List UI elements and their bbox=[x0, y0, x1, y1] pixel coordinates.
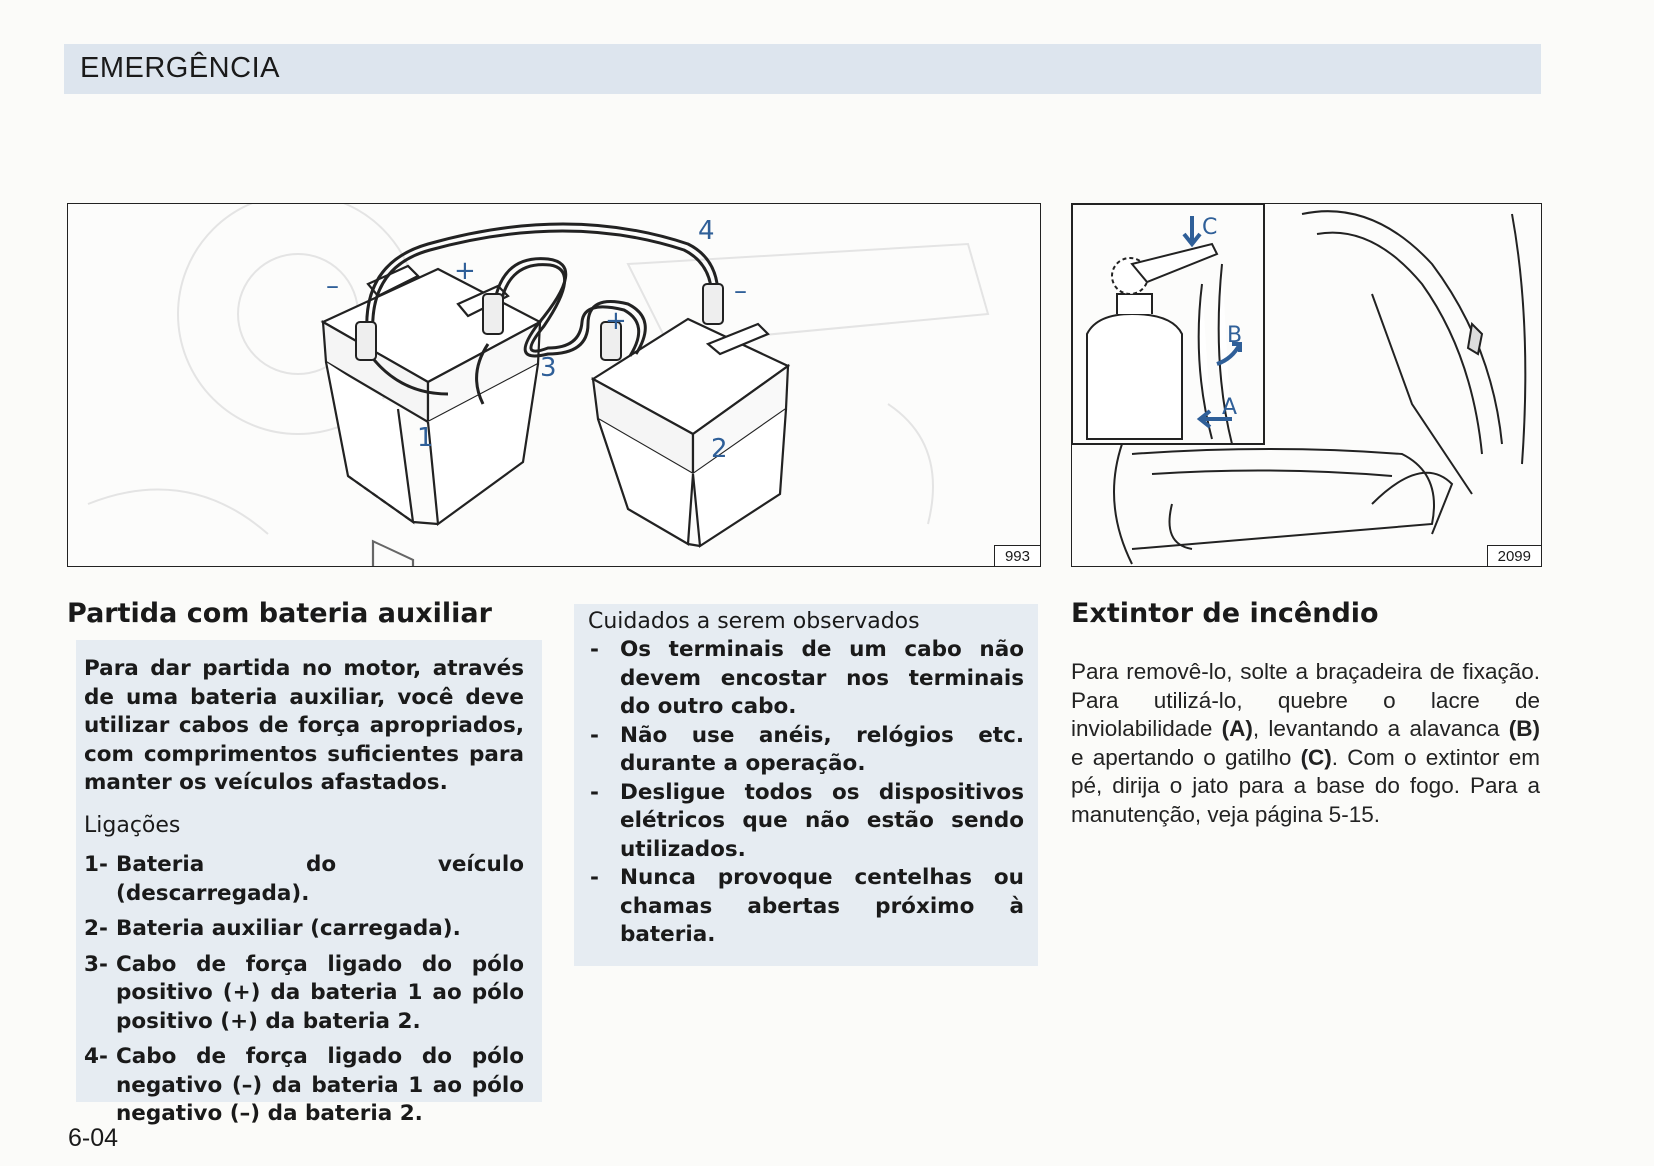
battery-1-label: 1 bbox=[417, 423, 434, 453]
list-item: 2- Bateria auxiliar (carregada). bbox=[84, 916, 461, 941]
list-item: - Os terminais de um cabo não devem encostar nos terminais do outro cabo. bbox=[590, 637, 1024, 719]
list-item: - Desligue todos os dispositivos elétricos que não estão sendo utilizados. bbox=[590, 779, 1024, 862]
section-header-title: EMERGÊNCIA bbox=[80, 52, 280, 84]
list-item: - Não use anéis, relógios etc. durante a operação. bbox=[590, 722, 1024, 776]
jump-start-intro: Para dar partida no motor, através de uma bateria auxiliar, você deve utilizar cabos de força apropriados, com comprimentos suficientes para manter os veículos afastados. bbox=[84, 656, 524, 795]
extinguisher-illustration bbox=[1072, 204, 1541, 566]
label-c: C bbox=[1202, 215, 1218, 240]
battery-jump-start-figure bbox=[67, 203, 1041, 567]
list-item: 4- Cabo de força ligado do pólo negativo (–) da bateria 1 ao pólo negativo (–) da bateria 2. bbox=[84, 1044, 524, 1126]
extinguisher-text: Para removê-lo, solte a braçadeira de fixação. Para utilizá-lo, quebre o lacre de inviolabilidade (A), levantando a alavanca (B) e apertando o gatilho (C). Com o extintor em pé, dirija o jato para a base do fogo. Para a manutenção, veja página 5-15. bbox=[1071, 659, 1540, 827]
list-item: - Nunca provoque centelhas ou chamas abertas próximo à bateria. bbox=[590, 865, 1024, 947]
figure-number: 993 bbox=[994, 545, 1040, 566]
jump-start-title: Partida com bateria auxiliar bbox=[67, 598, 492, 629]
cable-3-label: 3 bbox=[540, 353, 557, 383]
plus-terminal-label: + bbox=[605, 306, 627, 336]
battery-illustration bbox=[68, 204, 1040, 566]
minus-terminal-label: – bbox=[734, 276, 747, 306]
cautions-list bbox=[588, 636, 1024, 950]
minus-terminal-label: – bbox=[326, 271, 339, 301]
extinguisher-title: Extintor de incêndio bbox=[1071, 598, 1379, 629]
page-number: 6-04 bbox=[68, 1124, 119, 1152]
list-item: 1- Bateria do veículo (descarregada). bbox=[84, 852, 524, 906]
list-item: 3- Cabo de força ligado do pólo positivo (+) da bateria 1 ao pólo positivo (+) da bateria 2. bbox=[84, 951, 524, 1034]
label-a: A bbox=[1222, 395, 1238, 420]
cable-4-label: 4 bbox=[698, 216, 715, 246]
battery-1-drawing bbox=[323, 266, 540, 566]
connections-list bbox=[84, 851, 524, 1136]
battery-2-drawing bbox=[593, 319, 788, 546]
cautions-heading: Cuidados a serem observados bbox=[588, 609, 920, 634]
figure-number: 2099 bbox=[1487, 545, 1541, 566]
label-b: B bbox=[1227, 323, 1243, 348]
connections-heading: Ligações bbox=[84, 813, 181, 838]
battery-2-label: 2 bbox=[711, 434, 728, 464]
plus-terminal-label: + bbox=[454, 256, 476, 286]
fire-extinguisher-figure bbox=[1071, 203, 1542, 567]
section-header-bar bbox=[64, 44, 1541, 94]
